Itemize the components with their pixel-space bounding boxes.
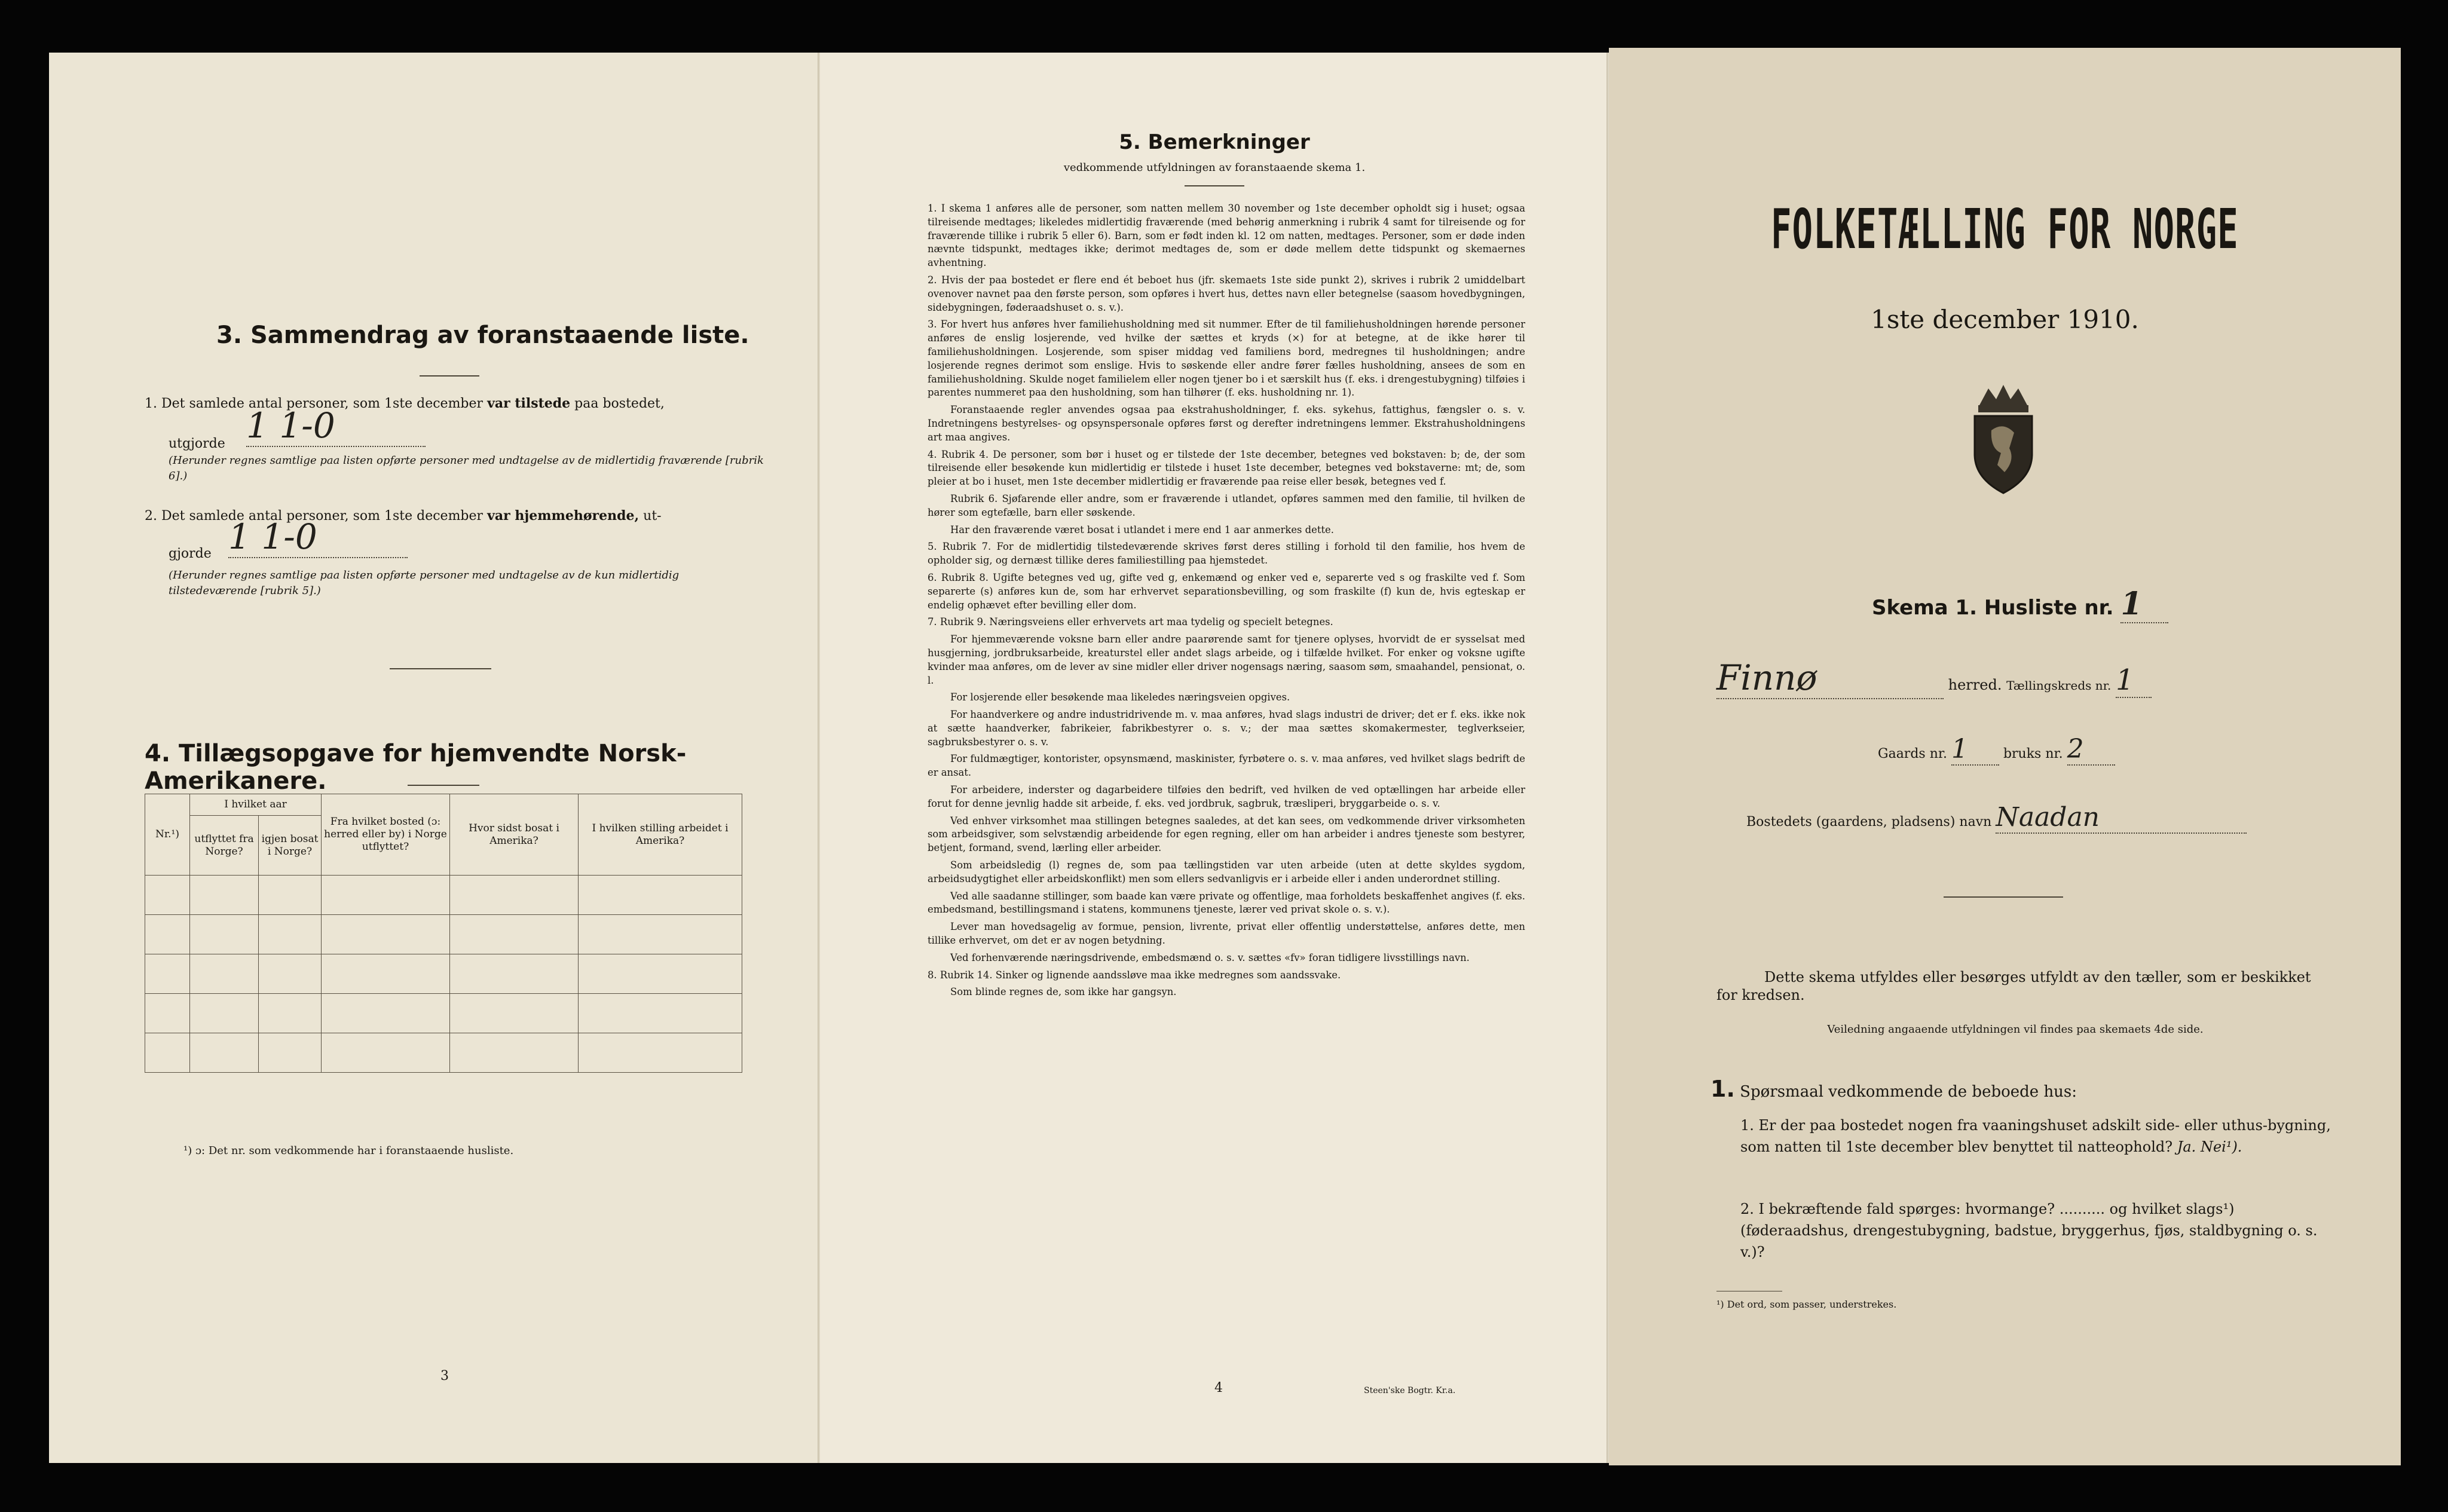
remark-paragraph: Ved alle saadanne stillinger, som baade kan være private og offentlige, maa forholdets beskaffenhet angives (f. eks. embedsmand, bestillingsmand i statens, kommunens tjeneste, lærer ved privat skole o. s. v.). xyxy=(928,890,1525,916)
remarks-subtitle: vedkommende utfyldningen av foranstaaende skema 1. xyxy=(1063,161,1366,174)
page-3-summary xyxy=(49,53,820,1463)
page-1-cover xyxy=(1609,48,2401,1465)
remark-paragraph: For arbeidere, inderster og dagarbeidere tilføies den bedrift, ved hvilken de ved optællingen har arbeide eller forut for denne jevnlig hadde sit arbeide, f. eks. ved jordbruk, sagbruk, træsliperi, bryggarbeide o. s. v. xyxy=(928,784,1525,809)
remarks-list xyxy=(928,202,1525,1003)
remark-paragraph: Ved forhenværende næringsdrivende, embedsmænd o. s. v. sættes «fv» foran tidligere livsstillings navn. xyxy=(950,951,1470,963)
remark-paragraph: Har den fraværende været bosat i utlandet i mere end 1 aar anmerkes dette. xyxy=(950,524,1334,535)
remark-paragraph: Som arbeidsledig (l) regnes de, som paa tællingstiden var uten arbeide (uten at dette skyldes sygdom, arbeidsudygtighet eller arbeidskonflikt) men som ellers sedvanligvis er i arbeide eller i anden underordnet stilling. xyxy=(928,859,1525,884)
summary-item-1-note: (Herunder regnes samtlige paa listen opførte personer med undtagelse av de midlertidig fraværende [rubrik 6].) xyxy=(169,454,764,482)
question-1-answer: Ja. Nei¹). xyxy=(2177,1138,2242,1155)
col-year-group: I hvilket aar xyxy=(190,794,322,816)
intro-text: Dette skema utfyldes eller besørges utfyldt av den tæller, som er beskikket for kredsen. xyxy=(1716,969,2311,1003)
summary-item-1: 1. Det samlede antal personer, som 1ste december var tilstede paa bostedet, xyxy=(145,396,665,411)
remark-paragraph: Rubrik 6. Sjøfarende eller andre, som er fraværende i utlandet, opføres sammen med den familie, til hvilken de hører som egtefælle, barn eller søskende. xyxy=(928,492,1525,518)
bruk-value: 2 xyxy=(2067,734,2115,766)
remark-paragraph: For haandverkere og andre industridrivende m. v. maa anføres, hvad slags industri de driver; det er f. eks. ikke nok at sætte haandverker, fabrikeier, fabrikbestyrer o. s. v.; der maa sættes skomakermester, teglverkseier, sagbruksbestyrer o. s. v. xyxy=(928,709,1525,748)
section-4-title: 4. Tillægsopgave for hjemvendte Norsk-Amerikanere. xyxy=(145,740,687,795)
kreds-value: 1 xyxy=(2116,663,2152,698)
skema-line: Skema 1. Husliste nr. 1 xyxy=(1872,586,2168,623)
remark-paragraph: 8. Rubrik 14. Sinker og lignende aandssløve maa ikke medregnes som aandssvake. xyxy=(928,969,1341,981)
bosted-line: Bostedets (gaardens, pladsens) navn Naadan xyxy=(1746,802,2247,834)
page-number: 4 xyxy=(1214,1381,1223,1395)
remark-paragraph: Lever man hovedsagelig av formue, pension, livrente, privat eller offentlig understøttelse, anføres dette, men tillike erhvervet, om det er av nogen betydning. xyxy=(928,921,1525,947)
herred-line: Finnø herred. Tællingskreds nr. 1 xyxy=(1716,657,2350,699)
cover-footnote: ¹) Det ord, som passer, understrekes. xyxy=(1716,1299,1897,1310)
col-from: Fra hvilket bosted (ɔ: herred eller by) i Norge utflyttet? xyxy=(322,794,450,876)
remark-paragraph: Ved enhver virksomhet maa stillingen betegnes saaledes, at det kan sees, om vedkommende driver virksomheten som arbeidsgiver, som selvstændig arbeidende for egen regning, eller om han arbeider i andres tjeneste som bestyrer, betjent, formand, svend, lærling eller arbeider. xyxy=(928,815,1525,854)
remark-paragraph: For losjerende eller besøkende maa likeledes næringsveien opgives. xyxy=(950,691,1290,703)
summary-item-2-note: (Herunder regnes samtlige paa listen opførte personer med undtagelse av de kun midlertidig tilstedeværende [rubrik 5].) xyxy=(169,569,680,597)
question-heading: 1. Spørsmaal vedkommende de beboede hus: xyxy=(1710,1076,2077,1102)
census-date: 1ste december 1910. xyxy=(1871,305,2139,334)
guidance-text: Veiledning angaaende utfyldningen vil findes paa skemaets 4de side. xyxy=(1827,1023,2204,1036)
present-count: 1 1-0 xyxy=(246,405,426,447)
gaard-value: 1 xyxy=(1951,734,1999,766)
husliste-number: 1 xyxy=(2120,586,2168,623)
table-row xyxy=(145,994,742,1033)
remark-paragraph: Foranstaaende regler anvendes ogsaa paa ekstrahusholdninger, f. eks. sykehus, fattighus, fængsler o. s. v. Indretningens bestyrelses- og opsynspersonale opføres først og derefter indretningens lemmer. Ekstrahusholdningens art maa angives. xyxy=(928,404,1525,443)
remarks-title: 5. Bemerkninger xyxy=(1119,130,1310,154)
remark-paragraph: 5. Rubrik 7. For de midlertidig tilstedeværende skrives først deres stilling i forhold til den familie, hos hvem de opholder sig, og dernæst tillike deres familiestilling paa hjemstedet. xyxy=(928,541,1525,567)
census-title: FOLKETÆLLING FOR NORGE xyxy=(1771,197,2239,261)
table-row xyxy=(145,954,742,994)
remark-paragraph: 2. Hvis der paa bostedet er flere end ét beboet hus (jfr. skemaets 1ste side punkt 2), skrives i rubrik 2 umiddelbart ovenover navnet paa den første person, som opføres i hvert hus, dettes navn eller betegnelse (saasom hovedbygningen, sidebygningen, føderaadshuset o. s. v.). xyxy=(928,274,1525,313)
summary-item-2-label: gjorde xyxy=(169,546,212,561)
resident-count: 1 1-0 xyxy=(228,516,408,558)
page-number: 3 xyxy=(440,1369,449,1384)
summary-item-2: 2. Det samlede antal personer, som 1ste december var hjemmehørende, ut- xyxy=(145,508,662,524)
bosted-value: Naadan xyxy=(1996,802,2247,834)
table-row xyxy=(145,876,742,915)
section-3-title: 3. Sammendrag av foranstaaende liste. xyxy=(216,322,749,349)
gaard-line: Gaards nr. 1 bruks nr. 2 xyxy=(1878,734,2115,766)
remark-paragraph: Som blinde regnes de, som ikke har gangsyn. xyxy=(950,986,1177,998)
herred-value: Finnø xyxy=(1716,657,1944,699)
table-row xyxy=(145,915,742,954)
printer-mark: Steen'ske Bogtr. Kr.a. xyxy=(1364,1386,1456,1395)
question-2: 2. I bekræftende fald spørges: hvormange? .......... og hvilket slags¹) (føderaadshus, drengestubygning, badstue, bryggerhus, fjøs, staldbygning o. s. v.)? xyxy=(1740,1201,2318,1260)
table-footnote: ¹) ɔ: Det nr. som vedkommende har i foranstaaende husliste. xyxy=(183,1144,514,1157)
remark-paragraph: 7. Rubrik 9. Næringsveiens eller erhvervets art maa tydelig og specielt betegnes. xyxy=(928,616,1333,628)
col-occupation: I hvilken stilling arbeidet i Amerika? xyxy=(579,794,742,876)
col-emigrated: utflyttet fra Norge? xyxy=(190,816,259,876)
table-row xyxy=(145,1033,742,1073)
col-nr: Nr.¹) xyxy=(145,794,190,876)
remark-paragraph: For fuldmægtiger, kontorister, opsynsmænd, maskinister, fyrbøtere o. s. v. maa anføres, ved hvilket slags bedrift de er ansat. xyxy=(928,753,1525,779)
remark-paragraph: For hjemmeværende voksne barn eller andre paarørende samt for tjenere oplyses, hvorvidt de er sysselsat med husgjerning, jordbruksarbeide, kreaturstel eller andet slags arbeide, og i tilfælde hvilket. For enker og voksne ugifte kvinder maa anføres, om de lever av sine midler eller driver nogensags næring, saasom søm, smaahandel, pensionat, o. l. xyxy=(928,633,1525,686)
norwegian-americans-table xyxy=(145,794,742,1073)
question-1: 1. Er der paa bostedet nogen fra vaaningshuset adskilt side- eller uthus-bygning, som natten til 1ste december blev benyttet til natteophold? Ja. Nei¹). xyxy=(1740,1117,2331,1155)
remark-paragraph: 3. For hvert hus anføres hver familiehusholdning med sit nummer. Efter de til familiehusholdningen hørende personer anføres de enslig losjerende, ved hvilke der sættes et kryds (×) for at betegne, at de ikke hører til familiehusholdningen. Losjerende, som spiser middag ved familiens bord, medregnes til husholdningen; andre losjerende regnes derimot som enslige. Hvis to søskende eller andre fører fælles husholdning, ansees de som en familiehusholdning. Skulde noget familielem eller nogen tjener bo i et særskilt hus (f. eks. i drengestubygning) tilføies i parentes nummeret paa den husholdning, som han tilhører (f. eks. husholdning nr. 1). xyxy=(928,319,1525,399)
page-4-remarks xyxy=(820,53,1609,1463)
col-where: Hvor sidst bosat i Amerika? xyxy=(450,794,579,876)
remark-paragraph: 1. I skema 1 anføres alle de personer, som natten mellem 30 november og 1ste december opholdt sig i huset; ogsaa tilreisende medtages; likeledes midlertidig fraværende (med behørig anmerkning i rubrik 4 samt for tilreisende og for fraværende tillike i rubrik 5 eller 6). Barn, som er født inden kl. 12 om natten, medtages. Personer, som er døde inden nævnte tidspunkt, medtages ikke; derimot medtages de, som er døde mellem dette tidspunkt og skemaernes avhentning. xyxy=(928,203,1525,269)
summary-item-1-label: utgjorde xyxy=(169,436,225,451)
remark-paragraph: 6. Rubrik 8. Ugifte betegnes ved ug, gifte ved g, enkemænd og enker ved e, separerte ved s og fraskilte ved f. Som separerte (s) anføres kun de, som har erhvervet separationsbevilling, og som fraskilte (f) kun de, hvis egteskap er endelig ophævet efter bevilling eller dom. xyxy=(928,571,1525,611)
remark-paragraph: 4. Rubrik 4. De personer, som bør i huset og er tilstede der 1ste december, betegnes ved bokstaven: b; de, der som tilreisende eller besøkende kun midlertidig er tilstede i huset 1ste december, betegnes ved bokstaverne: mt; de, som pleier at bo i huset, men 1ste december midlertidig er fraværende paa reise eller besøk, betegnes ved f. xyxy=(928,448,1525,488)
coat-of-arms-icon xyxy=(1962,382,2045,498)
col-returned: igjen bosat i Norge? xyxy=(259,816,322,876)
